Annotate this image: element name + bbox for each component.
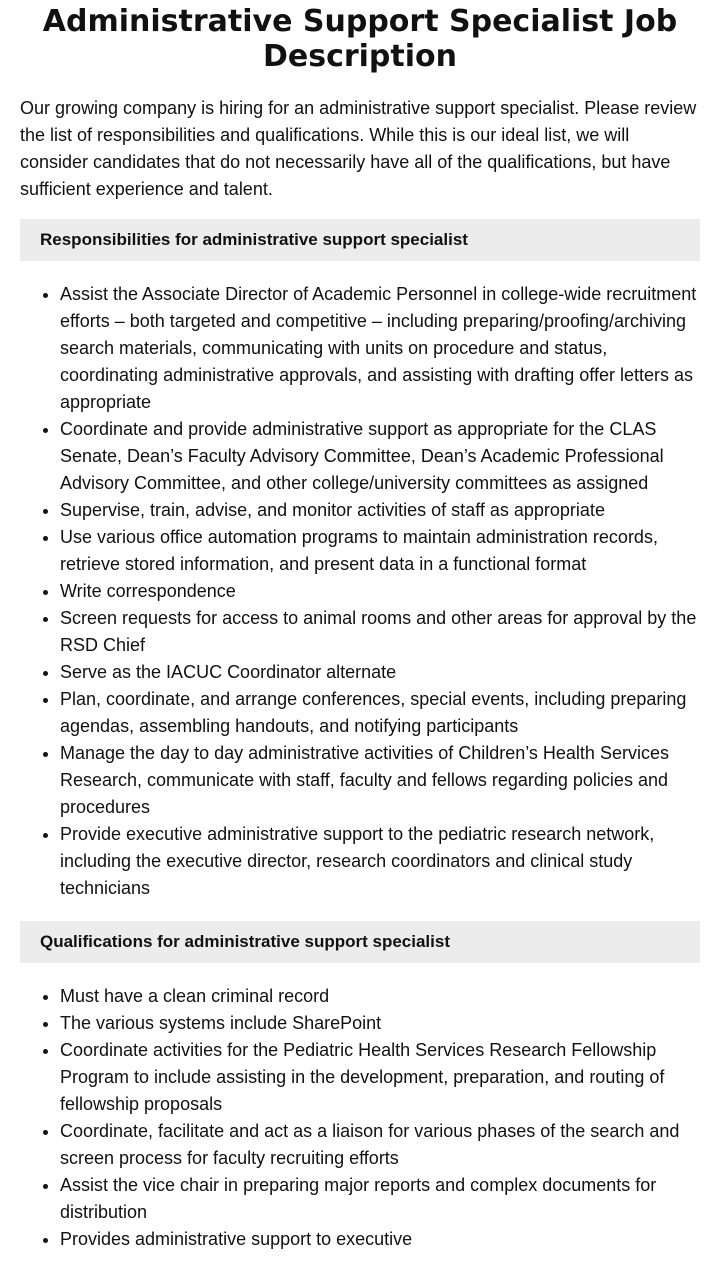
list-item: • Must have a clean criminal record — [60, 983, 700, 1010]
list-item: • The various systems include SharePoint — [60, 1010, 700, 1037]
list-item: • Provides administrative support to executive — [60, 1226, 700, 1253]
list-item: • Screen requests for access to animal rooms and other areas for approval by the RSD Chief — [60, 605, 700, 659]
intro-paragraph: Our growing company is hiring for an administrative support specialist. Please review the list of responsibilities and qualifications. While this is our ideal list, we will consider candidates that do not necessarily have all of the qualifications, but have sufficient experience and talent. — [20, 98, 697, 199]
list-item: • Write correspondence — [60, 578, 700, 605]
qualifications-list — [20, 983, 700, 1253]
responsibilities-list — [20, 281, 700, 902]
list-item: • Coordinate and provide administrative support as appropriate for the CLAS Senate, Dean’s Faculty Advisory Committee, Dean’s Academic Professional Advisory Committee, and other college/university committees as assigned — [60, 416, 700, 497]
list-item: • Coordinate activities for the Pediatric Health Services Research Fellowship Program to include assisting in the development, preparation, and routing of fellowship proposals — [60, 1037, 700, 1118]
qualifications-heading: Qualifications for administrative support specialist — [20, 921, 700, 963]
list-item: • Plan, coordinate, and arrange conferences, special events, including preparing agendas, assembling handouts, and notifying participants — [60, 686, 700, 740]
list-item: • Assist the vice chair in preparing major reports and complex documents for distribution — [60, 1172, 700, 1226]
list-item: • Manage the day to day administrative activities of Children’s Health Services Research, communicate with staff, faculty and fellows regarding policies and procedures — [60, 740, 700, 821]
page-title: Administrative Support Specialist Job Description — [42, 4, 678, 74]
list-item: • Supervise, train, advise, and monitor activities of staff as appropriate — [60, 497, 700, 524]
list-item: • Serve as the IACUC Coordinator alternate — [60, 659, 700, 686]
list-item: • Provide executive administrative support to the pediatric research network, including the executive director, research coordinators and clinical study technicians — [60, 821, 700, 902]
list-item: • Coordinate, facilitate and act as a liaison for various phases of the search and screen process for faculty recruiting efforts — [60, 1118, 700, 1172]
list-item: • Assist the Associate Director of Academic Personnel in college-wide recruitment efforts – both targeted and competitive – including preparing/proofing/archiving search materials, communicating with units on procedure and status, coordinating administrative approvals, and assisting with drafting offer letters as appropriate — [60, 281, 700, 416]
list-item: • Use various office automation programs to maintain administration records, retrieve stored information, and present data in a functional format — [60, 524, 700, 578]
responsibilities-heading: Responsibilities for administrative support specialist — [20, 219, 700, 261]
